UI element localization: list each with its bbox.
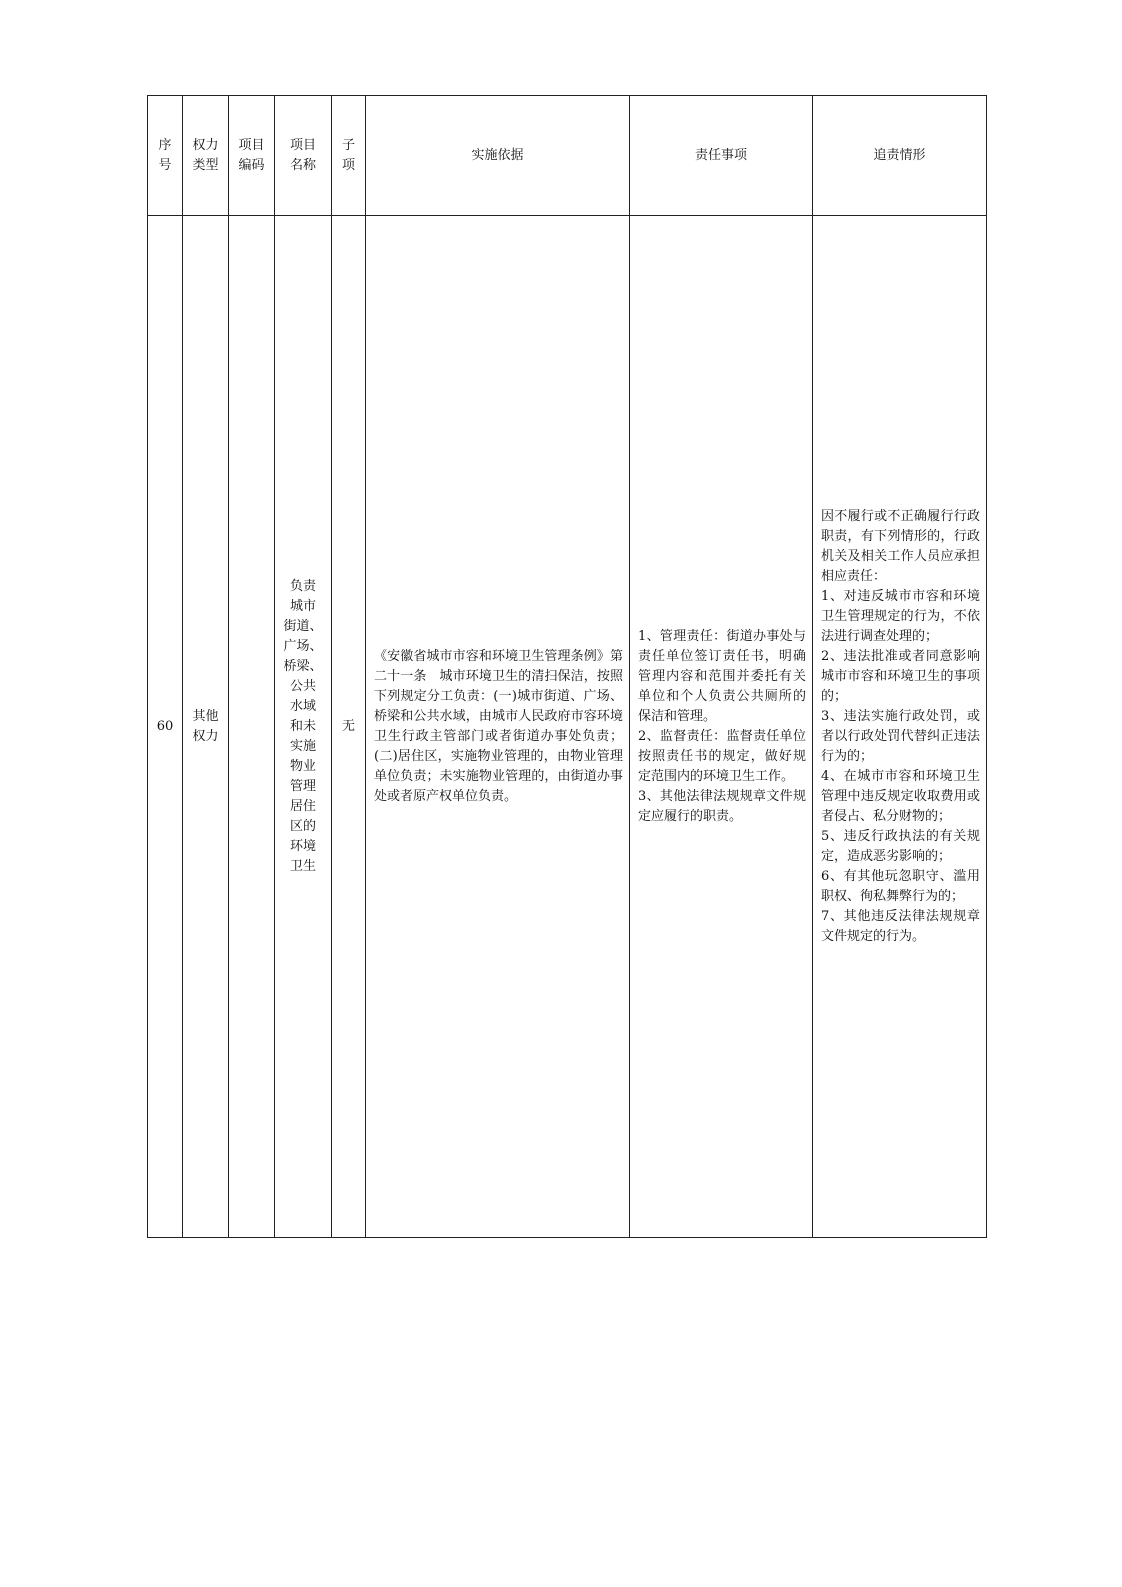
table-row bbox=[148, 216, 987, 1238]
header-basis: 实施依据 bbox=[366, 96, 630, 216]
table-header-row bbox=[148, 96, 987, 216]
header-power-type: 权力 类型 bbox=[183, 96, 229, 216]
header-seq: 序 号 bbox=[148, 96, 183, 216]
cell-power-type: 其他 权力 bbox=[183, 216, 229, 1238]
cell-seq: 60 bbox=[148, 216, 183, 1238]
header-responsibility: 责任事项 bbox=[630, 96, 813, 216]
header-sub-item: 子 项 bbox=[332, 96, 366, 216]
header-item-code: 项目 编码 bbox=[229, 96, 275, 216]
cell-item-name: 负责 城市 街道、 广场、 桥梁、 公共 水域 和未 实施 物业 管理 居住 区的 环境 卫生 bbox=[275, 216, 332, 1238]
power-list-table bbox=[147, 95, 987, 1238]
header-accountability: 追责情形 bbox=[813, 96, 987, 216]
cell-item-code bbox=[229, 216, 275, 1238]
cell-sub-item: 无 bbox=[332, 216, 366, 1238]
cell-basis: 《安徽省城市市容和环境卫生管理条例》第二十一条 城市环境卫生的清扫保洁，按照下列规定分工负责：(一)城市街道、广场、桥梁和公共水域，由城市人民政府市容环境卫生行政主管部门或者街道办事处负责；(二)居住区，实施物业管理的，由物业管理单位负责；未实施物业管理的，由街道办事处或者原产权单位负责。 bbox=[366, 216, 630, 1238]
cell-responsibility: 1、管理责任：街道办事处与责任单位签订责任书，明确管理内容和范围并委托有关单位和个人负责公共厕所的保洁和管理。 2、监督责任：监督责任单位按照责任书的规定，做好规定范围内的环境卫生工作。 3、其他法律法规规章文件规定应履行的职责。 bbox=[630, 216, 813, 1238]
cell-accountability: 因不履行或不正确履行行政职责，有下列情形的，行政机关及相关工作人员应承担相应责任： 1、对违反城市市容和环境卫生管理规定的行为，不依法进行调查处理的； 2、违法批准或者同意影响城市市容和环境卫生的事项的； 3、违法实施行政处罚，或者以行政处罚代替纠正违法行为的； 4、在城市市容和环境卫生管理中违反规定收取费用或者侵占、私分财物的； 5、违反行政执法的有关规定，造成恶劣影响的； 6、有其他玩忽职守、滥用职权、徇私舞弊行为的； 7、其他违反法律法规规章文件规定的行为。 bbox=[813, 216, 987, 1238]
header-item-name: 项目 名称 bbox=[275, 96, 332, 216]
